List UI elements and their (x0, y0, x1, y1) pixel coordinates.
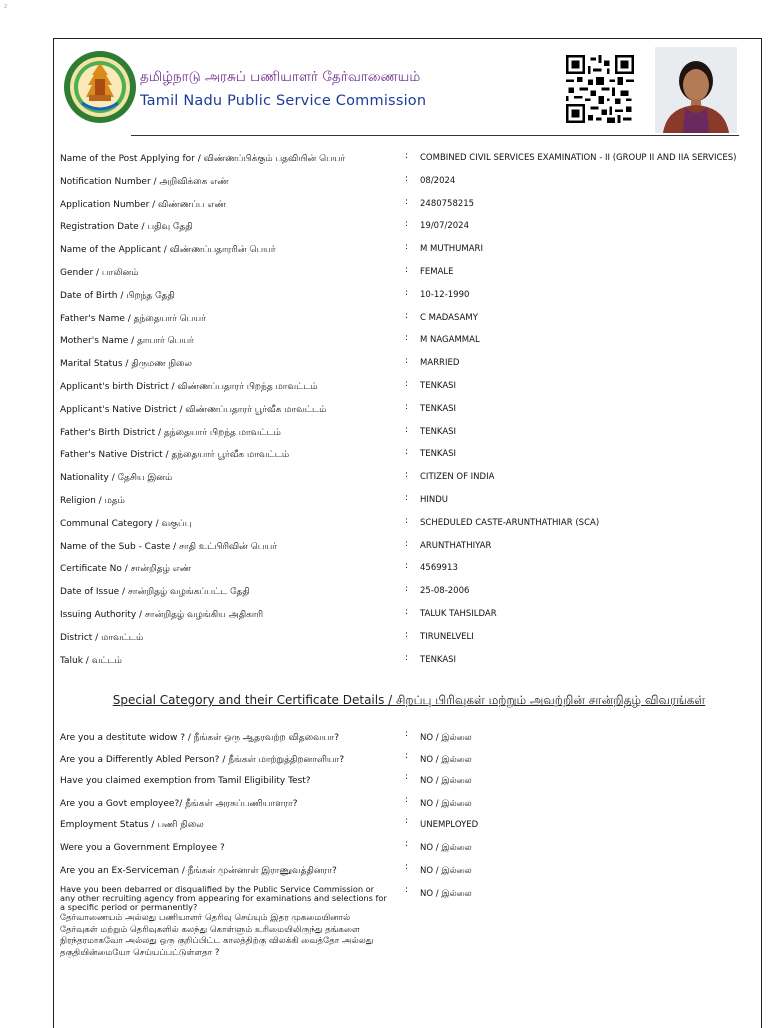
detail-label: Gender / பாலினம் (60, 268, 139, 278)
debarred-label (60, 885, 390, 959)
debarred-value: NO / இல்லை (420, 889, 472, 899)
detail-value: 4569913 (420, 563, 458, 574)
special-row (60, 729, 760, 749)
detail-colon: : (405, 242, 409, 253)
detail-row (60, 582, 760, 602)
detail-row (60, 445, 760, 465)
detail-value: TENKASI (420, 654, 457, 665)
special-row (60, 772, 760, 792)
special-value: UNEMPLOYED (420, 820, 479, 830)
detail-label: Nationality / தேசிய இனம் (60, 473, 173, 484)
detail-colon: : (405, 310, 409, 321)
detail-row (60, 354, 760, 374)
detail-row (60, 377, 760, 397)
detail-row (60, 263, 760, 283)
debarred-colon: : (405, 885, 409, 895)
detail-colon: : (405, 151, 409, 161)
special-colon: : (405, 772, 409, 782)
detail-label: Communal Category / வகுப்பு (60, 518, 192, 529)
detail-row (60, 331, 760, 351)
detail-colon: : (405, 401, 409, 412)
detail-label: Registration Date / பதிவு தேதி (60, 222, 193, 233)
detail-value: CITIZEN OF INDIA (420, 472, 495, 483)
qr-code-icon (566, 55, 634, 123)
detail-value: 19/07/2024 (420, 221, 469, 232)
special-colon: : (405, 751, 409, 761)
detail-label: Name of the Applicant / விண்ணப்பதாரரின் பெயர் (60, 245, 276, 256)
detail-row (60, 559, 760, 579)
detail-label: Father's Native District / தந்தையார் பூர்வீக மாவட்டம் (60, 450, 290, 461)
special-label: Have you claimed exemption from Tamil Eligibility Test? (60, 776, 311, 786)
special-value: NO / இல்லை (420, 776, 472, 786)
detail-value: TENKASI (420, 403, 457, 414)
special-label: Were you a Government Employee ? (60, 843, 225, 853)
detail-label: District / மாவட்டம் (60, 632, 144, 643)
special-row (60, 795, 760, 815)
detail-row (60, 423, 760, 443)
detail-colon: : (405, 424, 409, 435)
detail-colon: : (405, 265, 409, 275)
detail-label: Father's Name / தந்தையார் பெயர் (60, 313, 206, 324)
detail-row (60, 514, 760, 534)
debarred-label-tamil: தேர்வாணையம் அல்லது பணியாளர் தெரிவு செய்யும் இதர முகமையினால் தேர்வுகள் மற்றும் தெரிவுகளில் கலந்து கொள்ளும் உரிமையிலிருந்து தங்களை நிரந்தரமாகவோ அல்லது ஒரு குறிப்பிட்ட காலத்திற்கு விலக்கி வைத்தோ அல்லது தகுதியின்மையோ செய்யப்பட்டுள்ளதா ? (60, 913, 374, 958)
special-label: Are you a Govt employee?/ நீங்கள் அரசுப்பணியாளரா? (60, 799, 298, 809)
detail-row (60, 400, 760, 420)
detail-value: M NAGAMMAL (420, 335, 480, 346)
detail-colon: : (405, 561, 409, 572)
detail-value: 10-12-1990 (420, 289, 470, 300)
detail-label: Name of the Post Applying for / விண்ணப்பிக்கும் பதவியின் பெயர் (60, 154, 346, 164)
tamil-nadu-emblem-icon (62, 49, 138, 125)
detail-colon: : (405, 287, 409, 298)
detail-row (60, 537, 760, 557)
detail-colon: : (405, 493, 409, 503)
detail-label: Applicant's birth District / விண்ணப்பதாரர் பிறந்த மாவட்டம் (60, 382, 318, 392)
detail-colon: : (405, 629, 409, 640)
detail-row (60, 195, 760, 215)
detail-value: FEMALE (420, 267, 454, 277)
detail-value: TENKASI (420, 449, 457, 460)
detail-label: Date of Birth / பிறந்த தேதி (60, 290, 175, 301)
special-row (60, 862, 760, 882)
special-colon: : (405, 839, 409, 849)
special-label: Are you a destitute widow ? / நீங்கள் ஒரு ஆதரவற்ற விதவையா? (60, 733, 339, 743)
special-value: NO / இல்லை (420, 799, 472, 809)
detail-value: M MUTHUMARI (420, 244, 483, 255)
detail-colon: : (405, 333, 409, 344)
detail-value: 08/2024 (420, 175, 456, 186)
detail-value: TALUK TAHSILDAR (420, 609, 497, 619)
special-label: Are you a Differently Abled Person? / நீங்கள் மாற்றுத்திறனாளியா? (60, 755, 345, 765)
detail-value: MARRIED (420, 358, 460, 369)
special-colon: : (405, 795, 409, 805)
detail-colon: : (405, 219, 409, 230)
debarred-label-english: Have you been debarred or disqualified by the Public Service Commission or any other recruiting agency from appearing for examinations and selections for a specific period or permanently? (60, 884, 387, 912)
detail-label: Applicant's Native District / விண்ணப்பதாரர் பூர்வீக மாவட்டம் (60, 404, 327, 415)
detail-value: SCHEDULED CASTE-ARUNTHATHIAR (SCA) (420, 517, 600, 528)
detail-colon: : (405, 470, 409, 481)
detail-row (60, 605, 760, 625)
detail-value: 2480758215 (420, 198, 475, 209)
detail-row (60, 628, 760, 648)
special-label: Are you an Ex-Serviceman / நீங்கள் முன்னாள் இராணுவத்தினரா? (60, 866, 337, 876)
debarred-row (60, 885, 760, 985)
detail-value: TIRUNELVELI (420, 631, 474, 642)
special-row (60, 839, 760, 859)
document-header (54, 39, 761, 137)
detail-row (60, 309, 760, 329)
detail-label: Issuing Authority / சான்றிதழ் வழங்கிய அதிகாரி (60, 610, 264, 620)
detail-label: Marital Status / திருமண நிலை (60, 359, 193, 370)
special-colon: : (405, 862, 409, 872)
application-document (53, 38, 762, 1028)
special-value: NO / இல்லை (420, 843, 472, 853)
detail-label: Name of the Sub - Caste / சாதி உட்பிரிவின் பெயர் (60, 541, 277, 552)
header-divider (131, 135, 739, 136)
detail-label: Date of Issue / சான்றிதழ் வழங்கப்பட்ட தேதி (60, 587, 250, 598)
special-value: NO / இல்லை (420, 866, 472, 876)
detail-colon: : (405, 652, 409, 663)
detail-row (60, 149, 760, 169)
organization-name-tamil: தமிழ்நாடு அரசுப் பணியாளர் தேர்வாணையம் (140, 69, 421, 85)
special-label: Employment Status / பணி நிலை (60, 820, 204, 830)
detail-label: Certificate No / சான்றிதழ் எண் (60, 564, 192, 575)
detail-colon: : (405, 447, 409, 458)
detail-value: ARUNTHATHIYAR (420, 540, 492, 551)
special-value: NO / இல்லை (420, 755, 472, 765)
special-category-title: Special Category and their Certificate Details / சிறப்பு பிரிவுகள் மற்றும் அவற்றின் சான்றிதழ் விவரங்கள் (112, 693, 706, 707)
special-colon: : (405, 816, 409, 826)
detail-colon: : (405, 196, 409, 207)
special-row (60, 816, 760, 836)
detail-row (60, 286, 760, 306)
detail-colon: : (405, 584, 409, 595)
detail-label: Mother's Name / தாயார் பெயர் (60, 336, 194, 347)
detail-colon: : (405, 607, 409, 617)
detail-colon: : (405, 173, 409, 184)
detail-value: TENKASI (420, 381, 457, 391)
detail-value: TENKASI (420, 426, 457, 437)
detail-colon: : (405, 515, 409, 526)
detail-row (60, 491, 760, 511)
detail-row (60, 217, 760, 237)
applicant-photo (655, 47, 737, 133)
detail-label: Notification Number / அறிவிக்கை எண் (60, 176, 229, 187)
detail-colon: : (405, 538, 409, 549)
page-corner-mark: 2 (4, 4, 8, 10)
detail-label: Application Number / விண்ணப்ப எண் (60, 199, 226, 210)
special-row (60, 751, 760, 771)
detail-label: Father's Birth District / தந்தையார் பிறந்த மாவட்டம் (60, 427, 281, 438)
detail-row (60, 172, 760, 192)
special-colon: : (405, 729, 409, 739)
detail-row (60, 651, 760, 671)
detail-row (60, 468, 760, 488)
special-value: NO / இல்லை (420, 733, 472, 743)
detail-value: HINDU (420, 495, 449, 505)
detail-value: 25-08-2006 (420, 586, 470, 597)
detail-value: C MADASAMY (420, 312, 478, 323)
detail-value: COMBINED CIVIL SERVICES EXAMINATION - II (GROUP II AND IIA SERVICES) (420, 153, 737, 163)
detail-label: Taluk / வட்டம் (60, 655, 122, 666)
detail-label: Religion / மதம் (60, 496, 125, 506)
detail-colon: : (405, 356, 409, 367)
detail-colon: : (405, 379, 409, 389)
organization-name-english: Tamil Nadu Public Service Commission (140, 93, 427, 109)
detail-row (60, 240, 760, 260)
